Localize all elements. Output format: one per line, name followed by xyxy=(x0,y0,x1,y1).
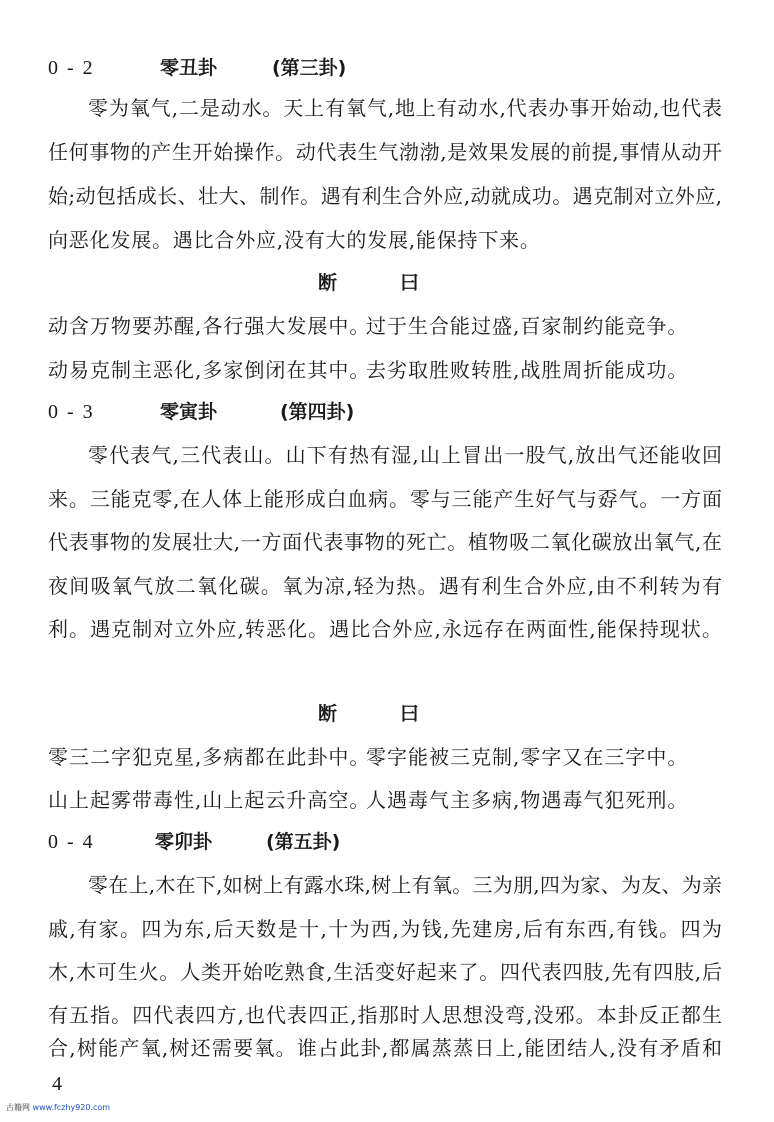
paragraph-line: 合,树能产氧,树还需要氧。谁占此卦,都属蒸蒸日上,能团结人,没有矛盾和 xyxy=(48,1036,722,1060)
verse-line: 山上起雾带毒性,山上起云升高空。 xyxy=(48,788,371,812)
paragraph-line: 向恶化发展。遇比合外应,没有大的发展,能保持下来。 xyxy=(48,228,541,252)
paragraph-line: 来。三能克零,在人体上能形成白血病。零与三能产生好气与孬气。一方面 xyxy=(48,487,722,511)
paragraph-line: 任何事物的产生开始操作。动代表生气渤渤,是效果发展的前提,事情从动开 xyxy=(48,140,722,164)
hexagram-name: 零寅卦 xyxy=(160,401,218,423)
paragraph-line: 零在上,木在下,如树上有露水珠,树上有氧。三为朋,四为家、为友、为亲 xyxy=(88,873,722,897)
verse-line: 零三二字犯克星,多病都在此卦中。 xyxy=(48,745,371,769)
verse-line: 过于生合能过盛,百家制约能竞争。 xyxy=(366,314,689,338)
verse-line: 动易克制主恶化,多家倒闭在其中。 xyxy=(48,358,371,382)
judgement-title-char: 曰 xyxy=(400,703,420,725)
section-number: 0 - 3 xyxy=(48,401,93,423)
page-number: 4 xyxy=(52,1073,62,1095)
paragraph-line: 有五指。四代表四方,也代表四正,指那时人思想没弯,没邪。本卦反正都生 xyxy=(48,1003,722,1027)
watermark xyxy=(6,1102,110,1113)
paragraph-line: 利。遇克制对立外应,转恶化。遇比合外应,永远存在两面性,能保持现状。 xyxy=(48,617,722,641)
watermark-url: www.fczhy920.com xyxy=(32,1103,111,1112)
paragraph-line: 零为氧气,二是动水。天上有氧气,地上有动水,代表办事开始动,也代表 xyxy=(88,96,722,120)
paragraph-line: 木,木可生火。人类开始吃熟食,生活变好起来了。四代表四肢,先有四肢,后 xyxy=(48,960,722,984)
judgement-title-char: 断 xyxy=(318,703,338,725)
judgement-title-char: 断 xyxy=(318,272,338,294)
hexagram-order: (第五卦) xyxy=(266,831,341,853)
hexagram-name: 零卯卦 xyxy=(155,831,213,853)
section-number: 0 - 2 xyxy=(48,57,93,79)
paragraph-line: 戚,有家。四为东,后天数是十,十为西,为钱,先建房,后有东西,有钱。四为 xyxy=(48,917,722,941)
hexagram-order: (第四卦) xyxy=(280,401,355,423)
verse-line: 去劣取胜败转胜,战胜周折能成功。 xyxy=(366,358,689,382)
verse-line: 零字能被三克制,零字又在三字中。 xyxy=(366,745,689,769)
judgement-title-char: 曰 xyxy=(400,272,420,294)
paragraph-line: 夜间吸氧气放二氧化碳。氧为凉,轻为热。遇有利生合外应,由不利转为有 xyxy=(48,574,722,598)
hexagram-order: (第三卦) xyxy=(272,57,347,79)
hexagram-name: 零丑卦 xyxy=(160,57,218,79)
paragraph-line: 始;动包括成长、壮大、制作。遇有利生合外应,动就成功。遇克制对立外应, xyxy=(48,184,722,208)
paragraph-line: 代表事物的发展壮大,一方面代表事物的死亡。植物吸二氧化碳放出氧气,在 xyxy=(48,530,722,554)
section-number: 0 - 4 xyxy=(48,831,93,853)
verse-line: 人遇毒气主多病,物遇毒气犯死刑。 xyxy=(366,788,689,812)
verse-line: 动含万物要苏醒,各行强大发展中。 xyxy=(48,314,371,338)
watermark-site-name: 古籍网 xyxy=(6,1103,30,1112)
paragraph-line: 零代表气,三代表山。山下有热有湿,山上冒出一股气,放出气还能收回 xyxy=(88,443,722,467)
